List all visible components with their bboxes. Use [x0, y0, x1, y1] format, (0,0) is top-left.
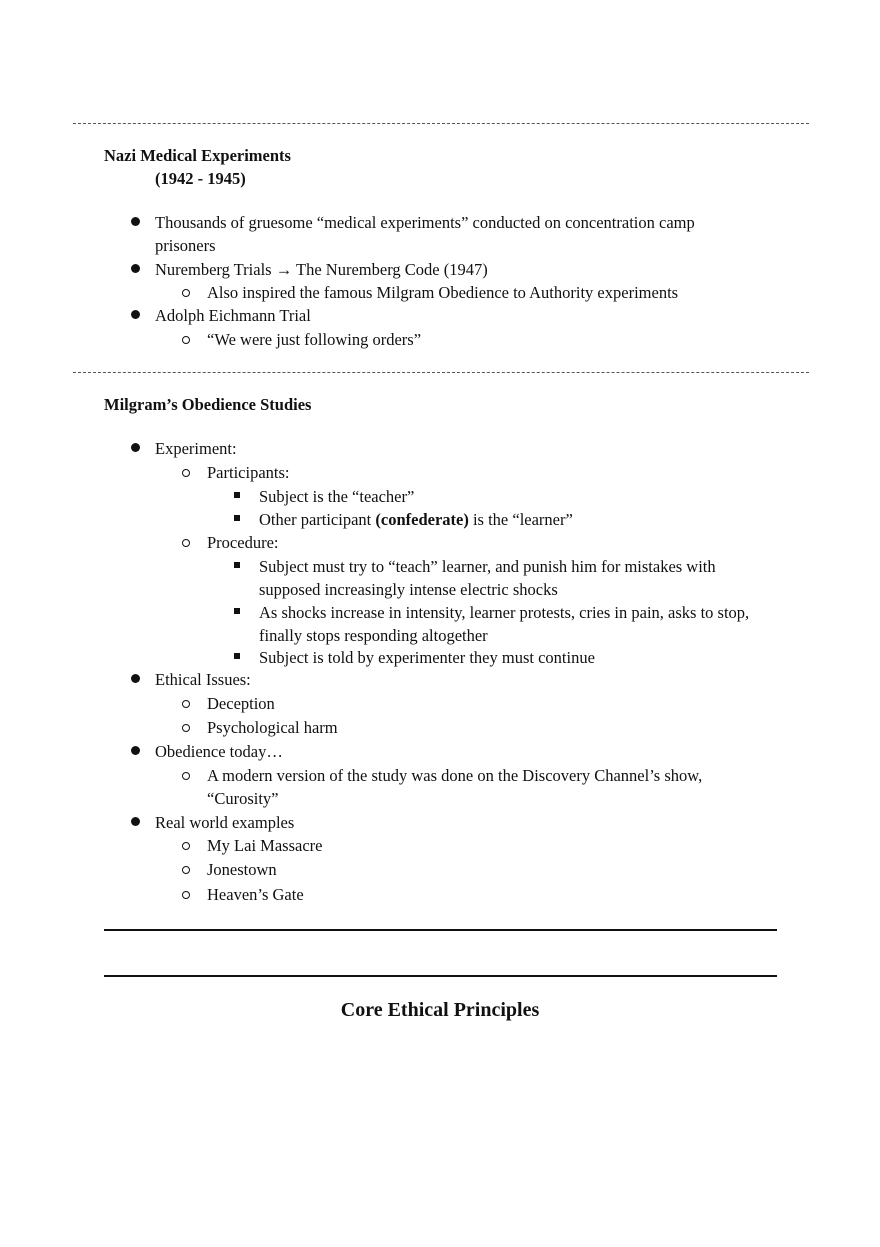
- circle-bullet: [182, 539, 190, 547]
- square-bullet: [234, 653, 240, 659]
- milgram-procedure-2-line-1: As shocks increase in intensity, learner protests, cries in pain, asks to stop,: [259, 603, 750, 622]
- circle-bullet: [182, 700, 190, 708]
- nazi-bullet-3: Adolph Eichmann Trial: [155, 306, 311, 325]
- section-nazi-title: Nazi Medical Experiments: [104, 146, 291, 165]
- milgram-real-3: Heaven’s Gate: [207, 885, 304, 904]
- bullet-dot: [131, 746, 140, 755]
- milgram-procedure-1-line-1: Subject must try to “teach” learner, and punish him for mistakes with: [259, 557, 716, 576]
- circle-bullet: [182, 772, 190, 780]
- milgram-participant-2: [259, 508, 573, 531]
- arrow-right-icon: →: [275, 260, 293, 279]
- nazi-bullet-2-post: The Nuremberg Code (1947): [292, 260, 488, 279]
- circle-bullet: [182, 891, 190, 899]
- square-bullet: [234, 492, 240, 498]
- p2-bold: (confederate): [375, 510, 469, 529]
- milgram-procedure-2-line-2: finally stops responding altogether: [259, 626, 488, 645]
- milgram-ethical: Ethical Issues:: [155, 670, 251, 689]
- milgram-procedure: Procedure:: [207, 533, 279, 552]
- bullet-dot: [131, 443, 140, 452]
- nazi-bullet-1-line-2: prisoners: [155, 236, 216, 255]
- milgram-today-1-line-1: A modern version of the study was done on the Discovery Channel’s show,: [207, 766, 703, 785]
- milgram-experiment: Experiment:: [155, 439, 237, 458]
- circle-bullet: [182, 469, 190, 477]
- circle-bullet: [182, 289, 190, 297]
- milgram-procedure-1-line-2: supposed increasingly intense electric shocks: [259, 580, 558, 599]
- square-bullet: [234, 562, 240, 568]
- milgram-real: Real world examples: [155, 813, 295, 832]
- solid-divider-1: [104, 929, 777, 931]
- dashed-divider-top: [73, 123, 809, 124]
- bullet-dot: [131, 674, 140, 683]
- circle-bullet: [182, 724, 190, 732]
- milgram-today-1-line-2: “Curosity”: [207, 789, 279, 808]
- nazi-bullet-2-pre: Nuremberg Trials: [155, 260, 276, 279]
- milgram-real-1: My Lai Massacre: [207, 836, 323, 855]
- nazi-bullet-3-sub: “We were just following orders”: [207, 330, 422, 349]
- bullet-dot: [131, 817, 140, 826]
- milgram-participant-1: Subject is the “teacher”: [259, 487, 415, 506]
- p2-pre: Other participant: [259, 510, 376, 529]
- milgram-real-2: Jonestown: [207, 860, 277, 879]
- p2-post: is the “learner”: [468, 510, 573, 529]
- milgram-ethical-1: Deception: [207, 694, 275, 713]
- milgram-procedure-3: Subject is told by experimenter they must continue: [259, 648, 595, 667]
- bullet-dot: [131, 217, 140, 226]
- nazi-bullet-2: [155, 258, 488, 281]
- section-nazi-dates: (1942 - 1945): [155, 169, 246, 188]
- circle-bullet: [182, 336, 190, 344]
- milgram-ethical-2: Psychological harm: [207, 718, 338, 737]
- dashed-divider-middle: [73, 372, 809, 373]
- circle-bullet: [182, 842, 190, 850]
- section-milgram-title: Milgram’s Obedience Studies: [104, 395, 312, 414]
- milgram-participants: Participants:: [207, 463, 290, 482]
- bullet-dot: [131, 264, 140, 273]
- square-bullet: [234, 608, 240, 614]
- milgram-today: Obedience today…: [155, 742, 283, 761]
- nazi-bullet-1-line-1: Thousands of gruesome “medical experiments” conducted on concentration camp: [155, 213, 695, 232]
- square-bullet: [234, 515, 240, 521]
- core-heading: Core Ethical Principles: [340, 999, 540, 1021]
- circle-bullet: [182, 866, 190, 874]
- bullet-dot: [131, 310, 140, 319]
- solid-divider-2: [104, 975, 777, 977]
- nazi-bullet-2-sub: Also inspired the famous Milgram Obedience to Authority experiments: [207, 283, 679, 302]
